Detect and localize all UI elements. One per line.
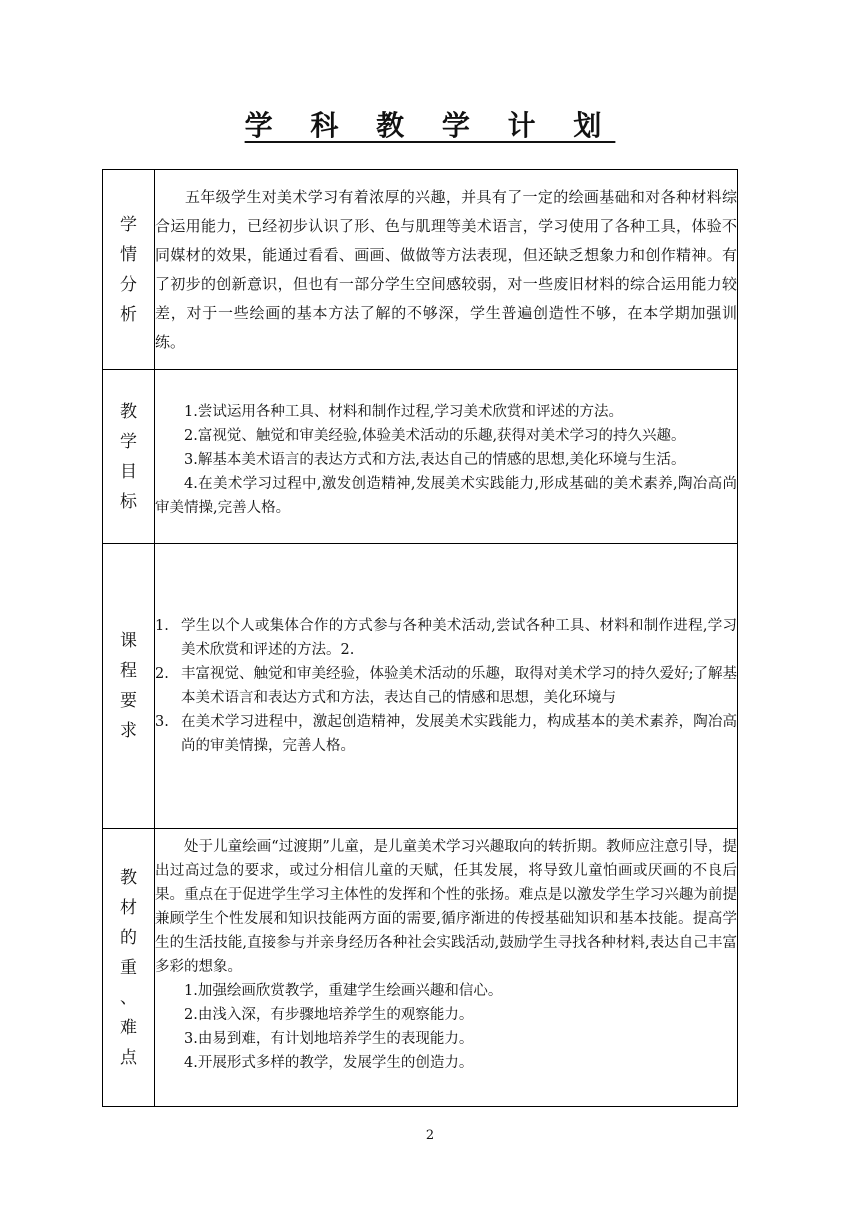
- label-char: 析: [120, 304, 137, 325]
- label-char: 课: [120, 631, 137, 651]
- label-char: 的: [120, 927, 137, 948]
- list-text: 丰富视觉、触觉和审美经验，体验美术活动的乐趣，取得对美术学习的持久爱好;了解基本美术语言和表达方式和方法，表达自己的情感和思想，美化环境与: [181, 666, 737, 706]
- section-key-difficult-points: [103, 829, 738, 1107]
- section-label: [103, 370, 155, 544]
- list-number: 3.: [155, 714, 169, 730]
- document-title: 学 科 教 学 计 划: [244, 109, 616, 142]
- paragraph: 处于儿童绘画“过渡期”儿童，是儿童美术学习兴趣取向的转折期。教师应注意引导，提出过高过急的要求，或过分相信儿童的天赋，任其发展，将导致儿童怕画或厌画的不良后果。重点在于促进学生学习主体性的发挥和个性的张扬。难点是以激发学生学习兴趣为前提兼顾学生个性发展和知识技能两方面的需要,循序渐进的传授基础知识和基本技能。提高学生的生活技能,直接参与并亲身经历各种社会实践活动,鼓励学生寻找各种材料,表达自己丰富多彩的想象。: [155, 839, 737, 975]
- list-item: [155, 710, 737, 758]
- section-course-requirements: [103, 544, 738, 829]
- plan-table: [102, 169, 738, 1107]
- goal-item: 4.在美术学习过程中,激发创造精神,发展美术实践能力,形成基础的美术素养,陶冶高尚审美情操,完善人格。: [155, 476, 737, 516]
- requirements-list: [155, 614, 737, 758]
- label-char: 程: [120, 661, 137, 681]
- page-number: 2: [425, 1128, 435, 1143]
- point-item: 3.由易到难，有计划地培养学生的表现能力。: [184, 1031, 474, 1047]
- section-student-analysis: [103, 170, 738, 370]
- point-item: 2.由浅入深，有步骤地培养学生的观察能力。: [184, 1007, 474, 1023]
- label-char: 情: [120, 244, 137, 265]
- list-number: 2.: [155, 666, 169, 682]
- label-char: 标: [120, 491, 137, 512]
- label-char: 材: [120, 897, 137, 918]
- list-number: 1.: [155, 618, 169, 634]
- list-text: 在美术学习进程中，激起创造精神，发展美术实践能力，构成基本的美术素养，陶冶高尚的审美情操，完善人格。: [181, 714, 737, 754]
- label-char: 难: [120, 1017, 137, 1038]
- section-content: [155, 370, 738, 544]
- section-label: [103, 170, 155, 370]
- label-char: 要: [120, 691, 137, 711]
- label-char: 求: [120, 721, 137, 741]
- section-teaching-goals: [103, 370, 738, 544]
- section-content: [155, 544, 738, 829]
- section-content: [155, 170, 738, 370]
- list-item: [155, 614, 737, 662]
- section-label: [103, 829, 155, 1107]
- label-char: 教: [120, 867, 137, 888]
- goal-item: 1.尝试运用各种工具、材料和制作过程,学习美术欣赏和评述的方法。: [184, 404, 623, 420]
- section-label: [103, 544, 155, 829]
- paragraph: 五年级学生对美术学习有着浓厚的兴趣，并具有了一定的绘画基础和对各种材料综合运用能力，已经初步认识了形、色与肌理等美术语言，学习使用了各种工具，体验不同媒材的效果，能通过看看、画画、做做等方法表现，但还缺乏想象力和创作精神。有了初步的创新意识，但也有一部分学生空间感较弱，对一些废旧材料的综合运用能力较差，对于一些绘画的基本方法了解的不够深，学生普遍创造性不够，在本学期加强训练。: [155, 187, 737, 351]
- label-char: 重: [120, 957, 137, 978]
- label-char: 学: [120, 214, 137, 235]
- section-content: [155, 829, 738, 1107]
- point-item: 1.加强绘画欣赏教学，重建学生绘画兴趣和信心。: [184, 983, 503, 999]
- label-char: 分: [120, 274, 137, 295]
- label-char: 目: [120, 461, 137, 482]
- goal-item: 3.解基本美术语言的表达方式和方法,表达自己的情感的思想,美化环境与生活。: [184, 452, 686, 468]
- label-char: 点: [120, 1047, 137, 1068]
- point-item: 4.开展形式多样的教学，发展学生的创造力。: [184, 1055, 474, 1071]
- goal-item: 2.富视觉、触觉和审美经验,体验美术活动的乐趣,获得对美术学习的持久兴趣。: [184, 428, 686, 444]
- label-char: 教: [120, 401, 137, 422]
- list-text: 学生以个人或集体合作的方式参与各种美术活动,尝试各种工具、材料和制作进程,学习美术欣赏和评述的方法。2.: [181, 618, 737, 658]
- list-item: [155, 662, 737, 710]
- label-char: 、: [120, 987, 137, 1008]
- label-char: 学: [120, 431, 137, 452]
